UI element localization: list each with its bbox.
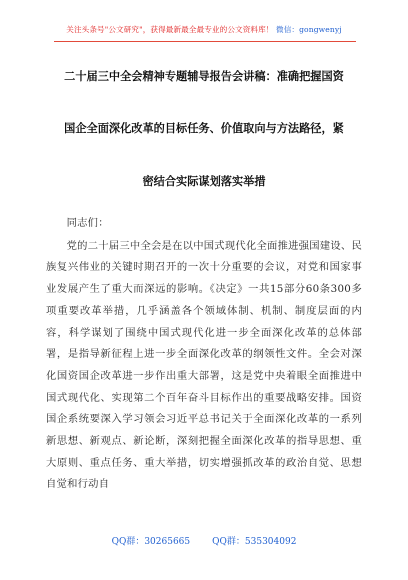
header-notice: 关注头条号"公文研究"，获得最新最全最专业的公文资料库！ bbox=[66, 25, 274, 34]
document-title-line-2: 国企全面深化改革的目标任务、价值取向与方法路径，紧 bbox=[64, 122, 344, 135]
document-title-line-1: 二十届三中全会精神专题辅导报告会讲稿：准确把握国资 bbox=[64, 70, 344, 83]
footer-qq-group-2: QQ群：535304092 bbox=[212, 537, 297, 547]
document-body bbox=[46, 213, 362, 496]
header-divider bbox=[54, 41, 356, 42]
header-banner bbox=[0, 24, 408, 35]
header-wechat: 微信：gongwenyj bbox=[276, 25, 342, 34]
footer-qq-group-1: QQ群：30265665 bbox=[111, 537, 191, 547]
document-title-line-3: 密结合实际谋划落实举措 bbox=[142, 175, 266, 188]
footer-contact bbox=[0, 534, 408, 547]
body-paragraph: 党的二十届三中全会是在以中国式现代化全面推进强国建设、民族复兴伟业的关键时期召开的一次十分重要的会议，对党和国家事业发展产生了重大而深远的影响。《决定》一共15部分60条300多项重要改革举措，几乎涵盖各个领域体制、机制、制度层面的内容，科学谋划了围绕中国式现代化进一步全面深化改革的总体部署，是指导新征程上进一步全面深化改革的纲领性文件。全会对深化国资国企改革进一步作出重大部署，这是党中央着眼全面推进中国式现代化、实现第二个百年奋斗目标作出的重要战略安排。国资国企系统要深入学习领会习近平总书记关于全面深化改革的一系列新思想、新观点、新论断，深刻把握全面深化改革的指导思想、重大原则、重点任务、重大举措，切实增强抓改革的政治自觉、思想自觉和行动自 bbox=[46, 239, 362, 491]
salutation: 同志们： bbox=[66, 217, 109, 229]
